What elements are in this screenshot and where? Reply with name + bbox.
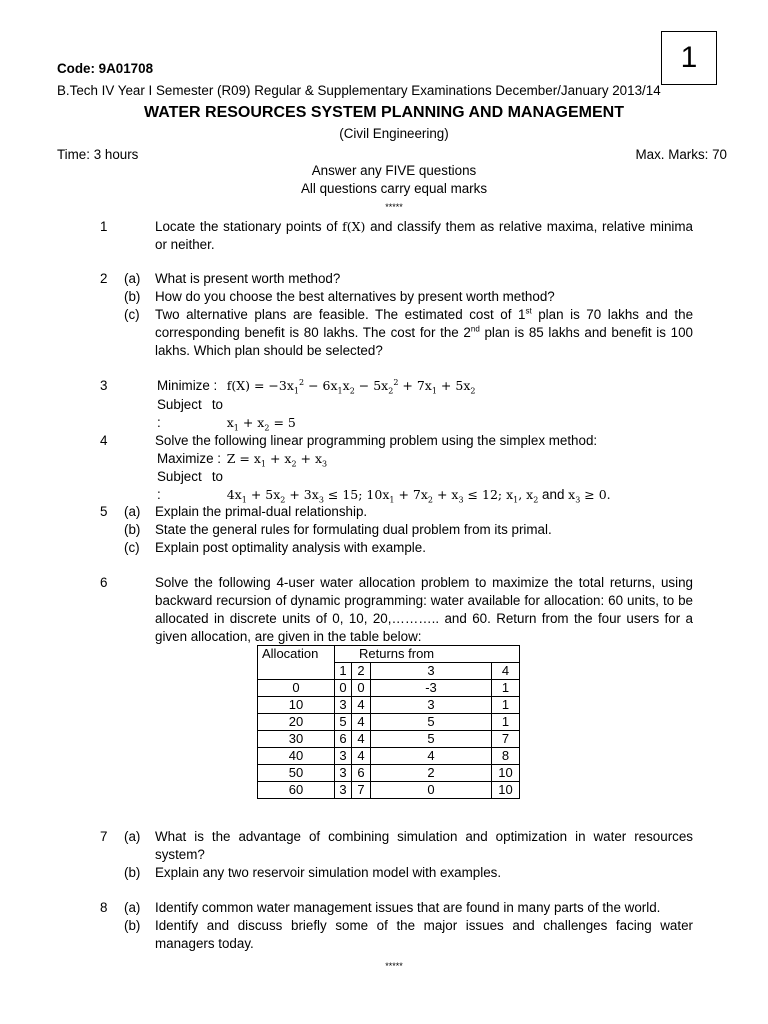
question-4-constraints: Subject to : $4x_1 + 5x_2 + 3x_3 \le 15$; $10x_1 + 7x_2 + x_3 \le 12$; $x_1$, $x_2$ and $x_3 \ge 0$. xyxy=(157,469,611,505)
table-row: 10 3 4 3 1 xyxy=(258,697,520,714)
table-header-allocation: Allocation xyxy=(258,646,335,663)
instruction-line-1: Answer any FIVE questions xyxy=(311,163,477,178)
table-row: 60 3 7 0 10 xyxy=(258,782,520,799)
question-8b-text: Identify and discuss briefly some of the major issues and challenges facing water managers today. xyxy=(155,918,693,951)
page-number-box: 1 xyxy=(661,31,717,85)
question-4-objective: Maximize : $Z = x_1 + x_2 + x_3$ xyxy=(157,451,328,469)
instruction-line-2: All questions carry equal marks xyxy=(300,181,488,196)
user-header: 1 xyxy=(335,663,352,680)
time-allowed: Time: 3 hours xyxy=(57,147,139,162)
question-number: 1 xyxy=(100,219,108,234)
question-3-constraint: Subject to : $x_1 + x_2 = 5$ xyxy=(157,397,296,433)
separator-bottom: ***** xyxy=(385,961,403,971)
table-row: 50 3 6 2 10 xyxy=(258,765,520,782)
exam-title: B.Tech IV Year I Semester (R09) Regular & Supplementary Examinations December/January 2013/14 xyxy=(57,83,661,98)
user-header: 4 xyxy=(492,663,520,680)
question-number: 6 xyxy=(100,575,108,590)
question-number: 5 xyxy=(100,504,108,519)
question-number: 4 xyxy=(100,433,108,448)
question-6-text: Solve the following 4-user water allocation problem to maximize the total returns, using backward recursion of dynamic programming: water available for allocation: 60 units, to be allocated in discrete units of 0, 10, 20,……….. and 60. Return from the four users for a given allocation, are given in the table below: xyxy=(155,575,693,644)
question-2a-text: What is present worth method? xyxy=(155,271,341,286)
question-7b-text: Explain any two reservoir simulation model with examples. xyxy=(155,865,502,880)
subpart-label: (b) xyxy=(124,918,141,933)
paper-title: WATER RESOURCES SYSTEM PLANNING AND MANAGEMENT xyxy=(143,104,624,121)
question-5c-text: Explain post optimality analysis with example. xyxy=(155,540,426,555)
subpart-label: (a) xyxy=(124,504,141,519)
user-header: 2 xyxy=(352,663,371,680)
question-number: 7 xyxy=(100,829,108,844)
max-marks: Max. Marks: 70 xyxy=(635,147,727,162)
question-2b-text: How do you choose the best alternatives by present worth method? xyxy=(155,289,555,304)
question-4-text: Solve the following linear programming problem using the simplex method: xyxy=(155,433,598,448)
subpart-label: (a) xyxy=(124,829,141,844)
question-5a-text: Explain the primal-dual relationship. xyxy=(155,504,368,519)
subpart-label: (a) xyxy=(124,900,141,915)
subpart-label: (c) xyxy=(124,540,140,555)
table-row: 40 3 4 4 8 xyxy=(258,748,520,765)
subpart-label: (b) xyxy=(124,522,141,537)
question-2c-text: Two alternative plans are feasible. The estimated cost of 1st plan is 70 lakhs and the corresponding benefit is 80 lakhs. The cost for the 2nd plan is 85 lakhs and benefit is 100 lakhs. Which plan should be selected? xyxy=(155,306,694,358)
user-header: 3 xyxy=(371,663,492,680)
subpart-label: (c) xyxy=(124,307,140,322)
subject-code: Code: 9A01708 xyxy=(57,61,154,76)
table-header-returns: Returns from xyxy=(335,646,520,663)
question-7a-text: What is the advantage of combining simulation and optimization in water resources system? xyxy=(155,829,693,862)
table-row: 30 6 4 5 7 xyxy=(258,731,520,748)
table-row: 0 0 0 -3 1 xyxy=(258,680,520,697)
question-3-objective: Minimize : $f(X) = -3x_1^2 - 6x_1x_2 - 5x_2^2 + 7x_1 + 5x_2$ xyxy=(157,377,476,396)
branch-name: (Civil Engineering) xyxy=(339,126,449,141)
question-number: 3 xyxy=(100,378,108,393)
question-number: 8 xyxy=(100,900,108,915)
subpart-label: (b) xyxy=(124,289,141,304)
question-5b-text: State the general rules for formulating dual problem from its primal. xyxy=(155,522,552,537)
returns-table xyxy=(257,645,520,799)
subpart-label: (a) xyxy=(124,271,141,286)
separator-top: ***** xyxy=(385,202,403,212)
subpart-label: (b) xyxy=(124,865,141,880)
table-row: 20 5 4 5 1 xyxy=(258,714,520,731)
question-8a-text: Identify common water management issues that are found in many parts of the world. xyxy=(155,900,661,915)
question-number: 2 xyxy=(100,271,108,286)
question-1-text: Locate the stationary points of f(X) and classify them as relative maxima, relative minima or neither. xyxy=(155,219,693,252)
